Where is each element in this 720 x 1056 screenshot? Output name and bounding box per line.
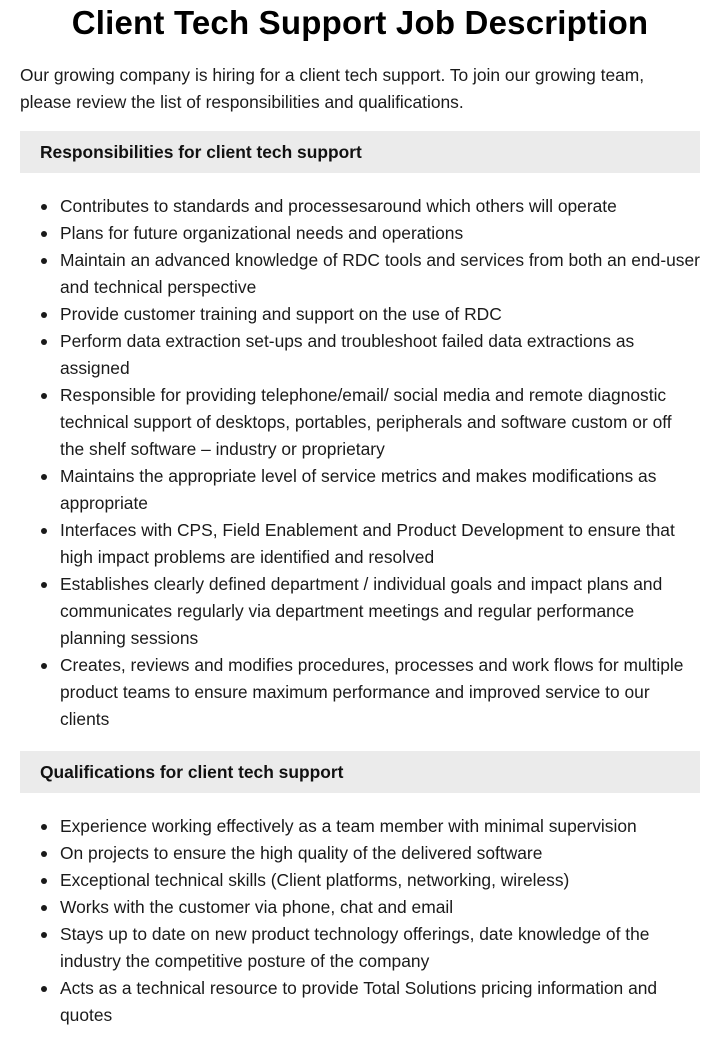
list-item-text: Contributes to standards and processesaround which others will operate xyxy=(60,196,617,216)
bullet-icon xyxy=(41,528,47,534)
list-item xyxy=(20,517,700,571)
list-item-text: Plans for future organizational needs and operations xyxy=(60,223,464,243)
bullet-icon xyxy=(41,932,47,938)
bullet-icon xyxy=(41,393,47,399)
list-item xyxy=(20,301,700,328)
qualifications-heading: Qualifications for client tech support xyxy=(20,751,700,793)
responsibilities-list xyxy=(20,193,700,733)
list-item-text: Responsible for providing telephone/email/ social media and remote diagnostic technical support of desktops, portables, peripherals and software custom or off the shelf software – industry or proprietary xyxy=(60,385,672,459)
list-item xyxy=(20,193,700,220)
list-item-text: Experience working effectively as a team member with minimal supervision xyxy=(60,816,637,836)
bullet-icon xyxy=(41,474,47,480)
list-item xyxy=(20,220,700,247)
bullet-icon xyxy=(41,986,47,992)
list-item-text: Perform data extraction set-ups and troubleshoot failed data extractions as assigned xyxy=(60,331,635,378)
list-item-text: Maintains the appropriate level of service metrics and makes modifications as appropriate xyxy=(60,466,657,513)
list-item-text: Acts as a technical resource to provide Total Solutions pricing information and quotes xyxy=(60,978,658,1025)
list-item xyxy=(20,975,700,1029)
bullet-icon xyxy=(41,339,47,345)
list-item xyxy=(20,382,700,463)
list-item-text: Interfaces with CPS, Field Enablement and Product Development to ensure that high impact problems are identified and resolved xyxy=(60,520,675,567)
list-item xyxy=(20,921,700,975)
list-item-text: Stays up to date on new product technology offerings, date knowledge of the industry the competitive posture of the company xyxy=(60,924,650,971)
bullet-icon xyxy=(41,258,47,264)
bullet-icon xyxy=(41,231,47,237)
list-item xyxy=(20,463,700,517)
list-item xyxy=(20,247,700,301)
list-item xyxy=(20,652,700,733)
page-title: Client Tech Support Job Description xyxy=(71,4,649,41)
list-item-text: On projects to ensure the high quality of the delivered software xyxy=(60,843,543,863)
qualifications-list xyxy=(20,813,700,1029)
list-item xyxy=(20,571,700,652)
list-item-text: Provide customer training and support on the use of RDC xyxy=(60,304,502,324)
list-item-text: Works with the customer via phone, chat and email xyxy=(60,897,454,917)
list-item xyxy=(20,840,700,867)
responsibilities-heading: Responsibilities for client tech support xyxy=(20,131,700,173)
bullet-icon xyxy=(41,851,47,857)
list-item-text: Exceptional technical skills (Client platforms, networking, wireless) xyxy=(60,870,570,890)
bullet-icon xyxy=(41,204,47,210)
bullet-icon xyxy=(41,878,47,884)
list-item-text: Maintain an advanced knowledge of RDC tools and services from both an end-user and technical perspective xyxy=(60,250,700,297)
bullet-icon xyxy=(41,663,47,669)
bullet-icon xyxy=(41,582,47,588)
list-item-text: Establishes clearly defined department / individual goals and impact plans and communicates regularly via department meetings and regular performance planning sessions xyxy=(60,574,663,648)
list-item xyxy=(20,867,700,894)
bullet-icon xyxy=(41,824,47,830)
bullet-icon xyxy=(41,905,47,911)
list-item xyxy=(20,328,700,382)
list-item xyxy=(20,894,700,921)
list-item xyxy=(20,813,700,840)
intro-paragraph: Our growing company is hiring for a client tech support. To join our growing team, please review the list of responsibilities and qualifications. xyxy=(20,65,645,112)
bullet-icon xyxy=(41,312,47,318)
list-item-text: Creates, reviews and modifies procedures, processes and work flows for multiple product teams to ensure maximum performance and improved service to our clients xyxy=(60,655,684,729)
